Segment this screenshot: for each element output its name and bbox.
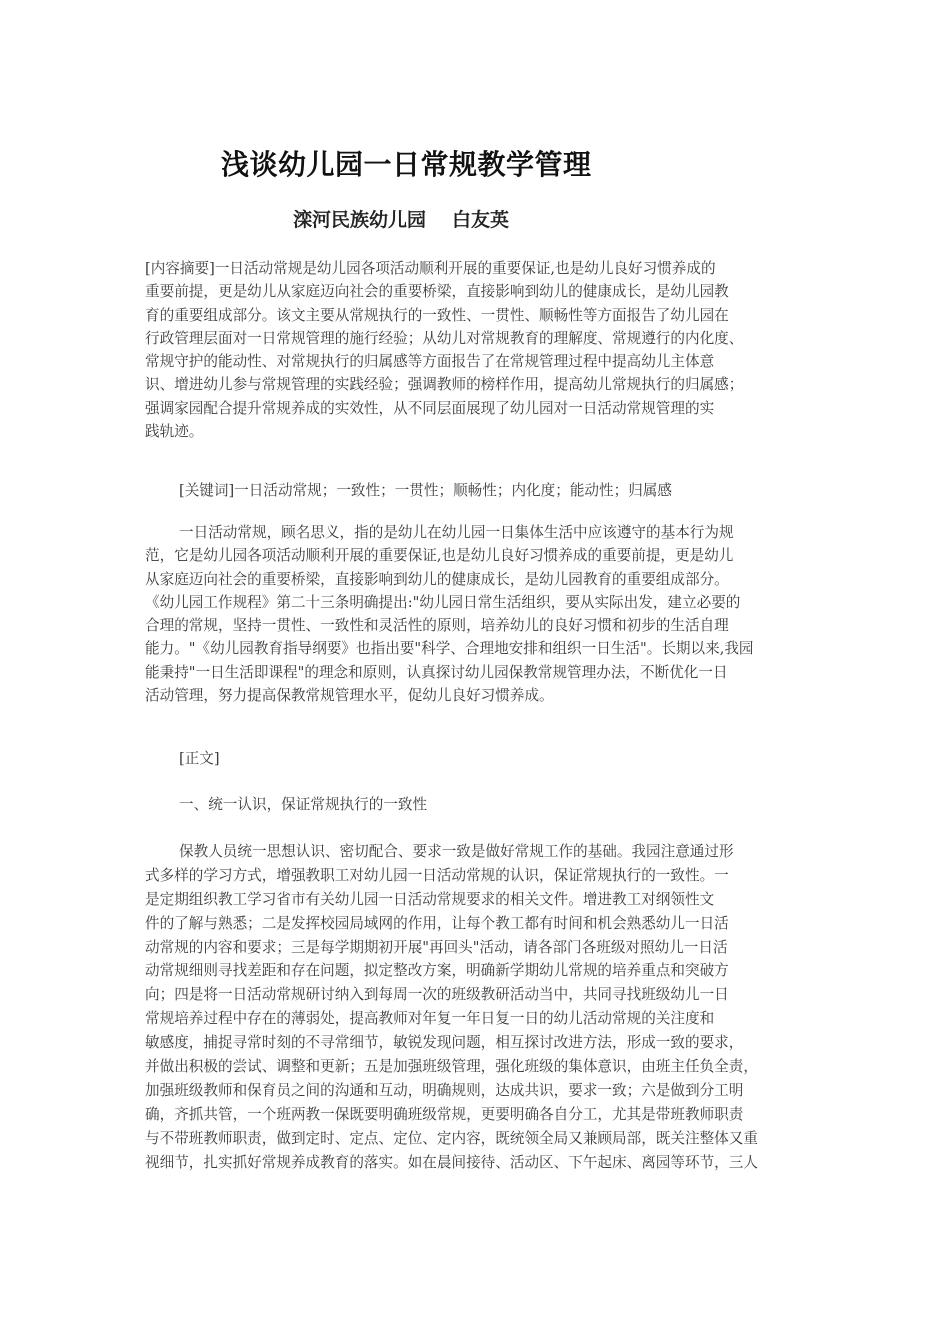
abstract-line: [内容摘要]一日活动常规是幼儿园各项活动顺利开展的重要保证,也是幼儿良好习惯养成的	[145, 260, 716, 277]
byline-school: 滦河民族幼儿园	[293, 209, 427, 231]
abstract-paragraph	[145, 257, 821, 443]
section-1-line: 是定期组织教工学习省市有关幼儿园一日活动常规要求的相关文件。增进教工对纲领性文	[145, 890, 715, 908]
abstract-line: 重要前提，更是幼儿从家庭迈向社会的重要桥梁，直接影响到幼儿的健康成长，是幼儿园教	[145, 283, 729, 301]
intro-paragraph	[145, 521, 821, 707]
intro-line: 一日活动常规，顾名思义，指的是幼儿在幼儿园一日集体生活中应该遵守的基本行为规	[179, 524, 734, 541]
section-1-line: 件的了解与熟悉；二是发挥校园局域网的作用，让每个教工都有时间和机会熟悉幼儿一日活	[145, 914, 729, 932]
section-1-line: 向；四是将一日活动常规研讨纳入到每周一次的班级教研活动当中，共同寻找班级幼儿一日	[145, 986, 729, 1004]
intro-line: 范，它是幼儿园各项活动顺利开展的重要保证,也是幼儿良好习惯养成的重要前提，更是幼儿	[145, 547, 734, 565]
intro-line: 从家庭迈向社会的重要桥梁，直接影响到幼儿的健康成长，是幼儿园教育的重要组成部分。	[145, 570, 729, 588]
keywords-paragraph	[145, 479, 821, 502]
intro-line: 能力。"《幼儿园教育指导纲要》也指出要"科学、合理地安排和组织一日生活"。长期以来,我园	[145, 640, 754, 658]
section-1-heading	[145, 793, 821, 816]
section-1-line: 动常规的内容和要求；三是每学期期初开展"再回头"活动，请各部门各班级对照幼儿一日活	[145, 938, 728, 956]
abstract-line: 强调家园配合提升常规养成的实效性，从不同层面展现了幼儿园对一日活动常规管理的实	[145, 399, 715, 417]
byline	[293, 205, 509, 235]
section-1-line: 常规培养过程中存在的薄弱处，提高教师对年复一年日复一日的幼儿活动常规的关注度和	[145, 1010, 715, 1028]
document-title: 浅谈幼儿园一日常规教学管理	[221, 148, 592, 181]
intro-line: 合理的常规，坚持一贯性、一致性和灵活性的原则，培养幼儿的良好习惯和初步的生活自理	[145, 617, 729, 635]
section-1-line: 视细节，扎实抓好常规养成教育的落实。如在晨间接待、活动区、下午起床、离园等环节，三人	[145, 1153, 758, 1171]
section-1-line: 式多样的学习方式，增强教职工对幼儿园一日活动常规的认识，保证常规执行的一致性。一	[145, 866, 729, 884]
section-1-line: 保教人员统一思想认识、密切配合、要求一致是做好常规工作的基础。我园注意通过形	[179, 843, 734, 860]
intro-line: 能秉持"一日生活即课程"的理念和原则，认真探讨幼儿园保教常规管理办法，不断优化一日	[145, 663, 728, 681]
abstract-line: 育的重要组成部分。该文主要从常规执行的一致性、一贯性、顺畅性等方面报告了幼儿园在	[145, 306, 729, 324]
section-1-line: 敏感度，捕捉寻常时刻的不寻常细节，敏锐发现问题，相互探讨改进方法，形成一致的要求，	[145, 1034, 744, 1052]
abstract-line: 常规守护的能动性、对常规执行的归属感等方面报告了在常规管理过程中提高幼儿主体意	[145, 353, 715, 371]
section-1-line: 与不带班教师职责，做到定时、定点、定位、定内容，既统领全局又兼顾局部，既关注整体又重	[145, 1129, 758, 1147]
section-1-line: 动常规细则寻找差距和存在问题，拟定整改方案，明确新学期幼儿常规的培养重点和突破方	[145, 962, 729, 980]
abstract-line: 识、增进幼儿参与常规管理的实践经验；强调教师的榜样作用，提高幼儿常规执行的归属感；	[145, 376, 744, 394]
intro-line: 《幼儿园工作规程》第二十三条明确提出:"幼儿园日常生活组织，要从实际出发，建立必要的	[145, 593, 741, 611]
section-1-paragraph	[145, 840, 821, 1174]
section-1-line: 确，齐抓共管，一个班两教一保既要明确班级常规，更要明确各自分工，尤其是带班教师职责	[145, 1105, 744, 1123]
keywords-line: [关键词]一日活动常规；一致性；一贯性；顺畅性；内化度；能动性；归属感	[179, 482, 672, 499]
intro-line: 活动管理，努力提高保教常规管理水平，促幼儿良好习惯养成。	[145, 687, 554, 705]
abstract-line: 践轨迹。	[145, 423, 204, 441]
main-text-label-line: [正文]	[179, 750, 220, 767]
section-1-line: 加强班级教师和保育员之间的沟通和互动，明确规则，达成共识，要求一致；六是做到分工明	[145, 1081, 744, 1099]
main-text-label	[145, 747, 821, 770]
section-1-heading-line: 一、统一认识，保证常规执行的一致性	[179, 796, 428, 813]
byline-author: 白友英	[452, 209, 510, 231]
section-1-line: 并做出积极的尝试、调整和更新；五是加强班级管理，强化班级的集体意识，由班主任负全责，	[145, 1058, 758, 1076]
abstract-line: 行政管理层面对一日常规管理的施行经验；从幼儿对常规教育的理解度、常规遵行的内化度、	[145, 329, 744, 347]
